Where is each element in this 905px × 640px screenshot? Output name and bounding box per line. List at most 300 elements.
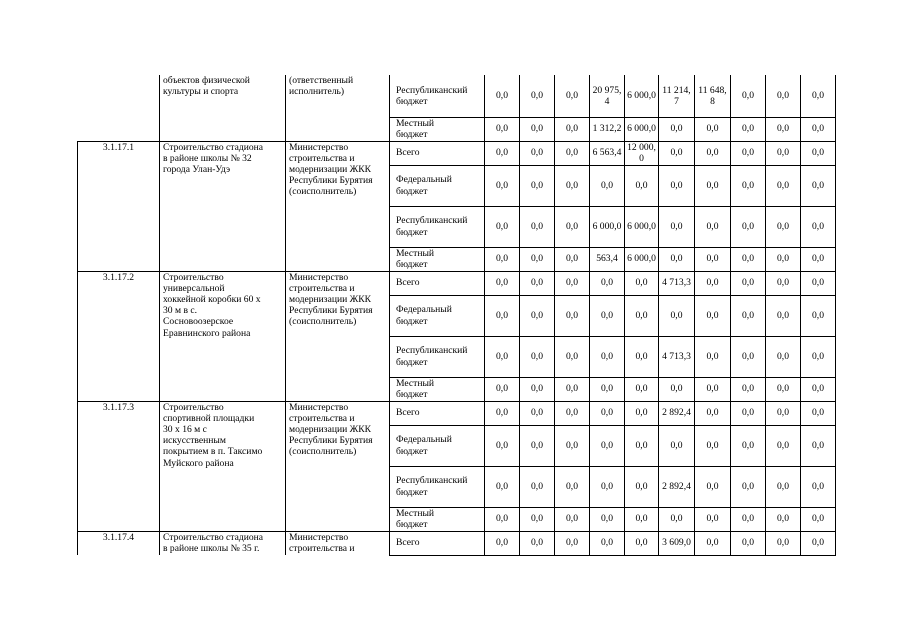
value-cell-text: 0,0	[601, 179, 613, 191]
code-cell	[78, 75, 160, 141]
value-cell-text: 0,0	[742, 407, 754, 419]
value-cell	[731, 425, 766, 466]
value-cell	[659, 425, 695, 466]
table-body	[78, 75, 836, 555]
fund-source-cell	[390, 507, 485, 531]
value-cell	[625, 206, 659, 247]
value-cell-text: 0,0	[496, 123, 508, 135]
value-cell-text: 0,0	[496, 480, 508, 492]
value-cell	[659, 531, 695, 555]
value-cell-text: 0,0	[601, 537, 613, 549]
value-cell	[731, 247, 766, 271]
code-cell	[78, 141, 160, 271]
name-cell-text: Строительство стадиона в районе школы № 35 г.	[163, 531, 264, 554]
value-cell-text: 0,0	[635, 480, 648, 492]
value-cell-text: 0,0	[777, 537, 789, 549]
value-cell-text: 0,0	[566, 123, 578, 135]
value-cell	[731, 165, 766, 206]
value-cell	[695, 466, 731, 507]
value-cell-text: 0,0	[670, 123, 683, 135]
value-cell	[801, 425, 836, 466]
value-cell-text: 0,0	[566, 350, 578, 362]
value-cell	[485, 206, 520, 247]
value-cell-text: 0,0	[706, 179, 719, 191]
value-cell-text: 0,0	[635, 537, 648, 549]
value-cell-text: 0,0	[531, 439, 543, 451]
value-cell-text: 0,0	[812, 350, 824, 362]
fund-source-cell-text: Республиканский бюджет	[396, 84, 468, 107]
value-cell	[555, 117, 590, 141]
value-cell	[485, 141, 520, 165]
value-cell-text: 0,0	[496, 220, 508, 232]
value-cell	[766, 117, 801, 141]
fund-source-cell	[390, 425, 485, 466]
value-cell-text: 0,0	[812, 309, 824, 321]
value-cell-text: 20 975,4	[592, 84, 622, 107]
value-cell-text: 0,0	[531, 147, 543, 159]
fund-source-cell-text: Республиканский бюджет	[396, 475, 468, 498]
value-cell	[590, 507, 625, 531]
value-cell	[801, 117, 836, 141]
name-cell	[160, 531, 286, 555]
value-cell	[555, 75, 590, 117]
value-cell-text: 0,0	[742, 147, 754, 159]
value-cell-text: 0,0	[531, 309, 543, 321]
value-cell	[625, 141, 659, 165]
fund-source-cell-text: Федеральный бюджет	[396, 174, 452, 197]
value-cell	[485, 507, 520, 531]
value-cell	[485, 247, 520, 271]
value-cell	[625, 466, 659, 507]
value-cell-text: 0,0	[706, 513, 719, 525]
code-cell-text: 3.1.17.2	[102, 271, 135, 283]
value-cell	[766, 165, 801, 206]
value-cell-text: 0,0	[812, 537, 824, 549]
code-cell	[78, 401, 160, 531]
code-cell	[78, 531, 160, 555]
value-cell	[695, 425, 731, 466]
value-cell	[695, 271, 731, 295]
value-cell-text: 0,0	[496, 277, 508, 289]
value-cell	[695, 507, 731, 531]
value-cell-text: 0,0	[742, 179, 754, 191]
value-cell-text: 0,0	[777, 253, 789, 265]
value-cell	[590, 271, 625, 295]
value-cell-text: 0,0	[812, 480, 824, 492]
fund-source-cell-text: Всего	[396, 407, 420, 419]
value-cell-text: 3 609,0	[662, 537, 691, 549]
value-cell-text: 0,0	[777, 350, 789, 362]
value-cell-text: 0,0	[496, 253, 508, 265]
value-cell-text: 0,0	[812, 179, 824, 191]
value-cell-text: 0,0	[496, 439, 508, 451]
budget-table	[77, 75, 836, 556]
value-cell-text: 0,0	[777, 309, 789, 321]
value-cell	[590, 75, 625, 117]
value-cell	[590, 425, 625, 466]
value-cell-text: 11 214,7	[662, 84, 691, 107]
value-cell	[695, 165, 731, 206]
value-cell-text: 0,0	[635, 350, 648, 362]
value-cell	[801, 531, 836, 555]
value-cell	[590, 141, 625, 165]
fund-source-cell	[390, 206, 485, 247]
value-cell-text: 4 713,3	[662, 277, 691, 289]
value-cell	[520, 531, 555, 555]
value-cell-text: 0,0	[670, 220, 683, 232]
value-cell	[659, 247, 695, 271]
value-cell-text: 6 000,0	[627, 253, 656, 265]
value-cell-text: 0,0	[531, 407, 543, 419]
value-cell-text: 0,0	[531, 179, 543, 191]
value-cell	[555, 507, 590, 531]
value-cell-text: 0,0	[531, 123, 543, 135]
value-cell	[590, 401, 625, 425]
value-cell	[695, 206, 731, 247]
value-cell	[659, 165, 695, 206]
value-cell	[659, 117, 695, 141]
value-cell-text: 0,0	[706, 123, 719, 135]
value-cell-text: 0,0	[706, 350, 719, 362]
value-cell	[766, 336, 801, 377]
value-cell	[766, 206, 801, 247]
value-cell	[766, 531, 801, 555]
value-cell	[520, 401, 555, 425]
value-cell	[731, 466, 766, 507]
value-cell	[625, 336, 659, 377]
value-cell-text: 0,0	[742, 253, 754, 265]
value-cell	[520, 165, 555, 206]
value-cell-text: 0,0	[706, 480, 719, 492]
value-cell	[659, 295, 695, 336]
value-cell-text: 2 892,4	[662, 480, 691, 492]
value-cell-text: 0,0	[742, 123, 754, 135]
value-cell-text: 0,0	[670, 513, 683, 525]
value-cell-text: 2 892,4	[662, 407, 691, 419]
executor-cell	[286, 271, 390, 401]
value-cell-text: 0,0	[566, 220, 578, 232]
value-cell	[520, 141, 555, 165]
value-cell-text: 0,0	[777, 179, 789, 191]
value-cell-text: 0,0	[742, 350, 754, 362]
value-cell	[625, 75, 659, 117]
value-cell-text: 0,0	[742, 439, 754, 451]
value-cell	[625, 401, 659, 425]
value-cell	[801, 141, 836, 165]
value-cell-text: 0,0	[601, 439, 613, 451]
value-cell-text: 0,0	[496, 90, 508, 102]
value-cell-text: 0,0	[670, 439, 683, 451]
value-cell	[625, 507, 659, 531]
value-cell-text: 0,0	[496, 309, 508, 321]
value-cell-text: 0,0	[812, 220, 824, 232]
name-cell-text: Строительство стадиона в районе школы № 32 города Улан-Удэ	[163, 141, 264, 175]
value-cell-text: 0,0	[812, 383, 824, 395]
executor-cell-text: Министерство строительства и модернизации ЖКК Республики Бурятия (соисполнитель)	[289, 141, 373, 198]
value-cell	[590, 466, 625, 507]
value-cell	[590, 295, 625, 336]
value-cell-text: 0,0	[566, 513, 578, 525]
value-cell-text: 6 000,0	[592, 220, 622, 232]
name-cell-text: Строительство спортивной площадки 30 х 16 м с искусственным покрытием в п. Таксимо Муйского района	[163, 401, 263, 469]
fund-source-cell	[390, 377, 485, 401]
value-cell-text: 0,0	[601, 383, 613, 395]
value-cell-text: 0,0	[670, 147, 683, 159]
value-cell	[590, 531, 625, 555]
value-cell	[766, 271, 801, 295]
name-cell	[160, 75, 286, 141]
value-cell	[555, 295, 590, 336]
value-cell	[695, 141, 731, 165]
value-cell-text: 0,0	[635, 179, 648, 191]
value-cell-text: 0,0	[706, 309, 719, 321]
value-cell-text: 0,0	[777, 407, 789, 419]
value-cell-text: 0,0	[635, 309, 648, 321]
value-cell	[695, 336, 731, 377]
value-cell-text: 0,0	[635, 513, 648, 525]
value-cell-text: 0,0	[777, 439, 789, 451]
value-cell	[731, 141, 766, 165]
value-cell	[485, 117, 520, 141]
value-cell	[766, 247, 801, 271]
value-cell	[485, 165, 520, 206]
value-cell	[555, 425, 590, 466]
value-cell	[485, 531, 520, 555]
value-cell	[520, 247, 555, 271]
value-cell	[766, 377, 801, 401]
value-cell-text: 4 713,3	[662, 350, 691, 362]
value-cell-text: 0,0	[670, 253, 683, 265]
value-cell	[695, 295, 731, 336]
fund-source-cell-text: Республиканский бюджет	[396, 215, 468, 238]
value-cell-text: 0,0	[742, 220, 754, 232]
value-cell	[520, 507, 555, 531]
value-cell-text: 0,0	[777, 147, 789, 159]
value-cell	[801, 401, 836, 425]
value-cell	[766, 507, 801, 531]
code-cell-text: 3.1.17.1	[102, 141, 135, 153]
value-cell	[590, 336, 625, 377]
fund-source-cell	[390, 295, 485, 336]
value-cell	[801, 377, 836, 401]
value-cell	[625, 531, 659, 555]
value-cell	[801, 466, 836, 507]
value-cell-text: 0,0	[670, 179, 683, 191]
value-cell-text: 0,0	[531, 90, 543, 102]
fund-source-cell-text: Местный бюджет	[396, 117, 435, 140]
executor-cell	[286, 75, 390, 141]
name-cell	[160, 141, 286, 271]
value-cell	[555, 206, 590, 247]
value-cell	[590, 247, 625, 271]
fund-source-cell	[390, 247, 485, 271]
fund-source-cell	[390, 336, 485, 377]
value-cell-text: 0,0	[670, 383, 683, 395]
value-cell-text: 0,0	[496, 513, 508, 525]
value-cell	[659, 206, 695, 247]
value-cell	[590, 165, 625, 206]
value-cell-text: 0,0	[777, 220, 789, 232]
value-cell-text: 0,0	[706, 537, 719, 549]
value-cell	[555, 377, 590, 401]
value-cell-text: 0,0	[812, 147, 824, 159]
fund-source-cell-text: Федеральный бюджет	[396, 434, 452, 457]
value-cell-text: 0,0	[601, 309, 613, 321]
value-cell-text: 0,0	[812, 277, 824, 289]
value-cell-text: 0,0	[812, 407, 824, 419]
executor-cell-text: (ответственный исполнитель)	[289, 75, 354, 98]
value-cell	[555, 531, 590, 555]
value-cell	[625, 271, 659, 295]
value-cell-text: 0,0	[742, 513, 754, 525]
code-cell-text: 3.1.17.3	[102, 401, 135, 413]
value-cell-text: 0,0	[566, 537, 578, 549]
value-cell-text: 0,0	[566, 480, 578, 492]
value-cell	[485, 336, 520, 377]
executor-cell-text: Министерство строительства и модернизации ЖКК Республики Бурятия (соисполнитель)	[289, 401, 373, 458]
value-cell	[801, 165, 836, 206]
value-cell	[766, 141, 801, 165]
name-cell-text: Строительство универсальной хоккейной коробки 60 х 30 м в с. Сосновоозерское Еравнинского района	[163, 271, 261, 339]
value-cell	[801, 206, 836, 247]
value-cell	[659, 75, 695, 117]
value-cell-text: 0,0	[635, 407, 648, 419]
value-cell-text: 0,0	[777, 123, 789, 135]
fund-source-cell	[390, 75, 485, 117]
value-cell	[695, 75, 731, 117]
value-cell	[695, 531, 731, 555]
value-cell	[485, 377, 520, 401]
value-cell	[659, 466, 695, 507]
value-cell-text: 0,0	[566, 179, 578, 191]
fund-source-cell-text: Всего	[396, 277, 420, 289]
value-cell-text: 0,0	[812, 123, 824, 135]
fund-source-cell	[390, 401, 485, 425]
executor-cell	[286, 531, 390, 555]
value-cell	[731, 75, 766, 117]
value-cell-text: 0,0	[812, 253, 824, 265]
value-cell	[659, 271, 695, 295]
value-cell	[555, 466, 590, 507]
name-cell	[160, 401, 286, 531]
table-row	[78, 75, 836, 117]
value-cell	[485, 75, 520, 117]
table-row	[78, 401, 836, 425]
value-cell	[485, 466, 520, 507]
value-cell-text: 0,0	[777, 480, 789, 492]
value-cell	[485, 295, 520, 336]
value-cell	[801, 247, 836, 271]
value-cell	[625, 295, 659, 336]
value-cell-text: 0,0	[531, 383, 543, 395]
value-cell-text: 0,0	[566, 90, 578, 102]
value-cell-text: 0,0	[601, 407, 613, 419]
value-cell-text: 0,0	[706, 277, 719, 289]
value-cell-text: 0,0	[742, 277, 754, 289]
fund-source-cell	[390, 117, 485, 141]
fund-source-cell-text: Всего	[396, 537, 420, 549]
value-cell-text: 0,0	[531, 537, 543, 549]
value-cell	[590, 377, 625, 401]
value-cell-text: 0,0	[496, 147, 508, 159]
value-cell	[555, 401, 590, 425]
value-cell-text: 0,0	[531, 277, 543, 289]
fund-source-cell-text: Республиканский бюджет	[396, 345, 468, 368]
value-cell	[731, 377, 766, 401]
value-cell-text: 0,0	[566, 383, 578, 395]
value-cell-text: 0,0	[531, 350, 543, 362]
value-cell-text: 0,0	[601, 277, 613, 289]
value-cell	[520, 117, 555, 141]
value-cell	[766, 466, 801, 507]
name-cell	[160, 271, 286, 401]
value-cell	[801, 507, 836, 531]
value-cell-text: 0,0	[706, 407, 719, 419]
value-cell	[731, 271, 766, 295]
value-cell	[625, 425, 659, 466]
table-row	[78, 141, 836, 165]
executor-cell	[286, 141, 390, 271]
value-cell	[731, 117, 766, 141]
fund-source-cell-text: Всего	[396, 147, 420, 159]
value-cell-text: 0,0	[777, 513, 789, 525]
value-cell	[766, 401, 801, 425]
fund-source-cell-text: Местный бюджет	[396, 507, 435, 530]
value-cell-text: 0,0	[635, 439, 648, 451]
fund-source-cell	[390, 141, 485, 165]
value-cell-text: 0,0	[531, 480, 543, 492]
value-cell-text: 0,0	[706, 439, 719, 451]
value-cell-text: 6 563,4	[592, 147, 622, 159]
value-cell	[695, 247, 731, 271]
value-cell	[590, 206, 625, 247]
value-cell	[695, 377, 731, 401]
value-cell	[520, 466, 555, 507]
value-cell	[555, 271, 590, 295]
value-cell	[485, 425, 520, 466]
value-cell-text: 563,4	[596, 253, 618, 265]
table-row	[78, 271, 836, 295]
value-cell	[625, 165, 659, 206]
value-cell	[659, 141, 695, 165]
value-cell-text: 6 000,0	[627, 220, 656, 232]
fund-source-cell-text: Местный бюджет	[396, 377, 435, 400]
value-cell-text: 0,0	[706, 253, 719, 265]
value-cell	[625, 117, 659, 141]
value-cell-text: 0,0	[566, 439, 578, 451]
value-cell	[731, 401, 766, 425]
value-cell-text: 0,0	[566, 147, 578, 159]
value-cell-text: 0,0	[496, 407, 508, 419]
executor-cell	[286, 401, 390, 531]
value-cell-text: 0,0	[566, 253, 578, 265]
value-cell	[659, 507, 695, 531]
value-cell	[766, 75, 801, 117]
fund-source-cell-text: Местный бюджет	[396, 247, 435, 270]
value-cell-text: 0,0	[706, 383, 719, 395]
value-cell	[766, 425, 801, 466]
value-cell-text: 11 648,8	[698, 84, 727, 107]
value-cell	[520, 75, 555, 117]
value-cell-text: 0,0	[531, 513, 543, 525]
value-cell-text: 0,0	[496, 179, 508, 191]
value-cell-text: 0,0	[777, 90, 789, 102]
value-cell-text: 6 000,0	[627, 123, 656, 135]
value-cell	[555, 141, 590, 165]
value-cell	[731, 336, 766, 377]
value-cell-text: 0,0	[496, 537, 508, 549]
value-cell	[555, 247, 590, 271]
